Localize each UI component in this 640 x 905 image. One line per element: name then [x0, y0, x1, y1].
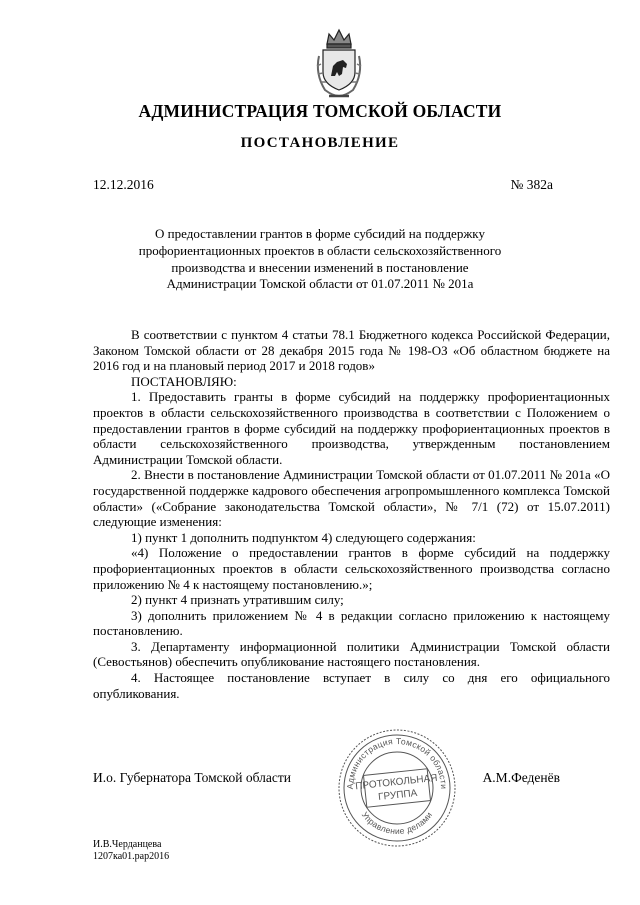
file-code: 1207ка01.рар2016 — [93, 851, 170, 862]
stamp-ring-top: Администрация Томской области — [344, 735, 450, 790]
body-paragraph-subitem-1: 1) пункт 1 дополнить подпунктом 4) следующего содержания: — [131, 529, 476, 545]
body-paragraph-item-3: 3. Департаменту информационной политики Администрации Томской области (Севостьянов) обеспечить опубликование настоящего постановления. — [93, 638, 610, 670]
official-stamp — [335, 726, 459, 850]
stamp-center-line-2: ГРУППА — [377, 787, 418, 803]
document-type: ПОСТАНОВЛЕНИЕ — [240, 135, 400, 151]
subject-line: Администрации Томской области от 01.07.2011 № 201а — [166, 276, 474, 292]
subject-line: производства и внесении изменений в постановление — [171, 259, 469, 275]
subject-line: профориентационных проектов в области сельскохозяйственного — [138, 242, 502, 258]
organization-title: АДМИНИСТРАЦИЯ ТОМСКОЙ ОБЛАСТИ — [138, 101, 502, 121]
document-number: № 382а — [510, 177, 553, 192]
signatory-name: А.М.Феденёв — [482, 770, 560, 785]
document-subject — [120, 226, 520, 293]
subject-line: О предоставлении грантов в форме субсидий на поддержку — [155, 226, 485, 241]
signatory-position: И.о. Губернатора Томской области — [93, 770, 291, 785]
body-paragraph-item-2: 2. Внести в постановление Администрации Томской области от 01.07.2011 № 201а «О государственной поддержке кадрового обеспечения агропромышленного комплекса Томской области» («Собрание законодательства Томской области», № 7/1 (72) от 15.07.2011) следующие изменения: — [93, 467, 610, 530]
body-paragraph-resolve: ПОСТАНОВЛЯЮ: — [131, 373, 237, 389]
stamp-ring-bottom: Управление делами — [359, 809, 435, 837]
document-body — [93, 327, 610, 701]
tomsk-region-coat-of-arms-icon — [313, 26, 365, 100]
executor-name: И.В.Черданцева — [93, 839, 162, 850]
body-paragraph-preamble: В соответствии с пунктом 4 статьи 78.1 Бюджетного кодекса Российской Федерации, Законом Томской области от 28 декабря 2015 года № 198-ОЗ «Об областном бюджете на 2016 год и на плановый период 2017 и 2018 годов» — [93, 327, 610, 374]
body-paragraph-subitem-3: 3) дополнить приложением № 4 в редакции согласно приложению к настоящему постановлению. — [93, 607, 610, 639]
body-paragraph-subitem-2: 2) пункт 4 признать утратившим силу; — [131, 592, 344, 608]
body-paragraph-quoted: «4) Положение о предоставлении грантов в форме субсидий на поддержку профориентационных проектов в области сельскохозяйственного производства согласно приложению № 4 к настоящему постановлению.»; — [93, 545, 610, 592]
footer-executor — [93, 839, 169, 863]
document-date: 12.12.2016 — [93, 177, 154, 192]
svg-text:Управление делами — [360, 810, 434, 836]
body-paragraph-item-4: 4. Настоящее постановление вступает в силу со дня его официального опубликования. — [93, 670, 610, 701]
body-paragraph-item-1: 1. Предоставить гранты в форме субсидий на поддержку профориентационных проектов в области сельскохозяйственного производства в соответствии с Положением о предоставлении грантов в форме субсидий на поддержку профориентационных проектов в области сельскохозяйственного производства, утвержденным постановлением Администрации Томской области. — [93, 389, 610, 467]
stamp-center-line-1: ПРОТОКОЛЬНАЯ — [354, 772, 439, 793]
